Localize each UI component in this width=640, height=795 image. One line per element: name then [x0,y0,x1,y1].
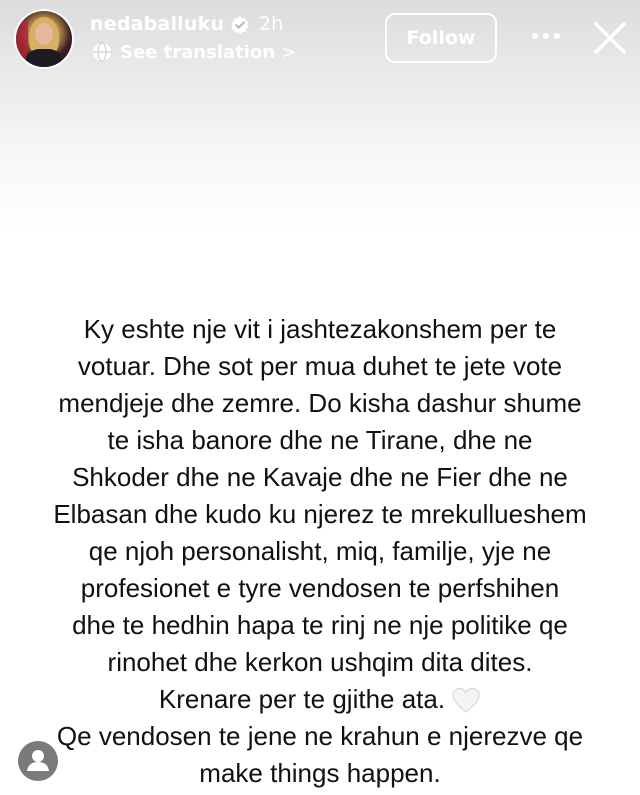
story-line: Krenare per te gjithe ata. [158,684,446,714]
see-translation-link[interactable] [92,40,296,64]
story-line: Shkoder dhe ne Kavaje dhe ne Fier dhe ne [72,462,568,492]
story-line: te isha banore dhe ne Tirane, dhe ne [107,425,533,455]
story-line: Qe vendosen te jene ne krahun e njerezve qe [56,721,584,751]
close-icon[interactable] [592,20,628,56]
avatar-face [35,23,53,45]
story-line: votuar. Dhe sot per mua duhet te jete vote [77,351,563,381]
story-text-block [0,311,640,792]
verified-badge-icon [230,15,250,35]
story-line: make things happen. [199,758,441,788]
username[interactable]: nedaballuku [90,13,225,35]
translate-globe-icon [92,42,112,62]
post-time: 2h [259,13,284,35]
story-line: dhe te hedhin hapa te rinj ne nje politike qe [72,610,568,640]
story-line: Ky eshte nje vit i jashtezakonshem per te [83,314,557,344]
avatar-body [26,49,62,67]
story-line: qe njoh personalisht, miq, familje, yje ne [88,536,552,566]
profile-avatar[interactable] [16,11,72,67]
story-line-with-emoji [0,681,640,718]
person-icon [18,741,58,781]
white-heart-icon [451,686,481,716]
story-line: mendjeje dhe zemre. Do kisha dashur shume [58,388,582,418]
story-line: profesionet e tyre vendosen te perfshihen [80,573,560,603]
story-line: Elbasan dhe kudo ku njerez te mrekullueshem [53,499,587,529]
more-options-icon[interactable] [530,30,562,42]
see-translation-label: See translation [120,41,276,63]
follow-button[interactable]: Follow [385,13,497,63]
user-profile-icon[interactable] [18,741,58,781]
chevron-right-icon: > [281,41,297,63]
story-header [0,0,640,90]
story-line: rinohet dhe kerkon ushqim dita dites. [107,647,533,677]
